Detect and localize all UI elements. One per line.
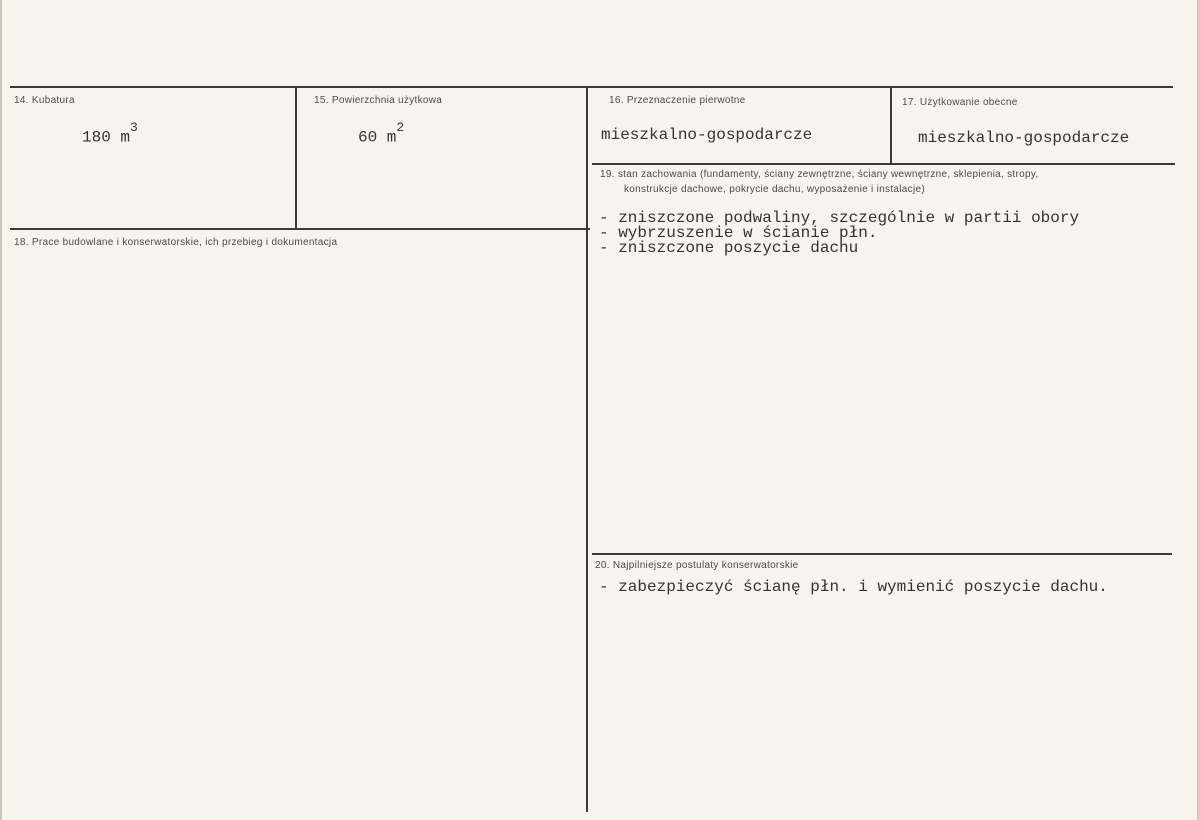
rule-v-14-15 — [295, 87, 297, 229]
list-item: - zniszczone podwaliny, szczególnie w partii obory — [599, 209, 1080, 227]
uzytkowanie-label: 17. Użytkowanie obecne — [902, 97, 1018, 108]
list-item: - zniszczone poszycie dachu — [599, 239, 859, 257]
stan-label-line1: 19. stan zachowania (fundamenty, ściany zewnętrzne, ściany wewnętrzne, sklepienia, stropy, — [600, 169, 1039, 180]
uzytkowanie-value: mieszkalno-gospodarcze — [918, 129, 1130, 147]
postulaty-label: 20. Najpilniejsze postulaty konserwatorskie — [595, 560, 799, 571]
stan-items — [599, 211, 1079, 256]
przeznaczenie-label: 16. Przeznaczenie pierwotne — [609, 95, 746, 106]
stan-label-line2: konstrukcje dachowe, pokrycie dachu, wyposażenie i instalacje) — [624, 184, 925, 195]
prace-label: 18. Prace budowlane i konserwatorskie, ich przebieg i dokumentacja — [14, 237, 338, 248]
list-item: - zabezpieczyć ścianę płn. i wymienić poszycie dachu. — [599, 578, 1108, 596]
postulaty-items — [599, 580, 1108, 595]
kubatura-value: 180 $m^3$ — [82, 120, 138, 147]
powierzchnia-label: 15. Powierzchnia użytkowa — [314, 95, 443, 106]
rule-right-lower — [592, 553, 1172, 555]
kubatura-label: 14. Kubatura — [14, 95, 75, 106]
rule-top — [10, 86, 1173, 88]
rule-left-mid — [10, 228, 590, 230]
przeznaczenie-value: mieszkalno-gospodarcze — [601, 126, 813, 144]
list-item: - wybrzuszenie w ścianie płn. — [599, 224, 878, 242]
rule-right-upper — [592, 163, 1175, 165]
rule-v-center — [586, 87, 588, 812]
rule-v-16-17 — [890, 87, 892, 164]
powierzchnia-value: 60 $m^2$ — [358, 120, 405, 147]
